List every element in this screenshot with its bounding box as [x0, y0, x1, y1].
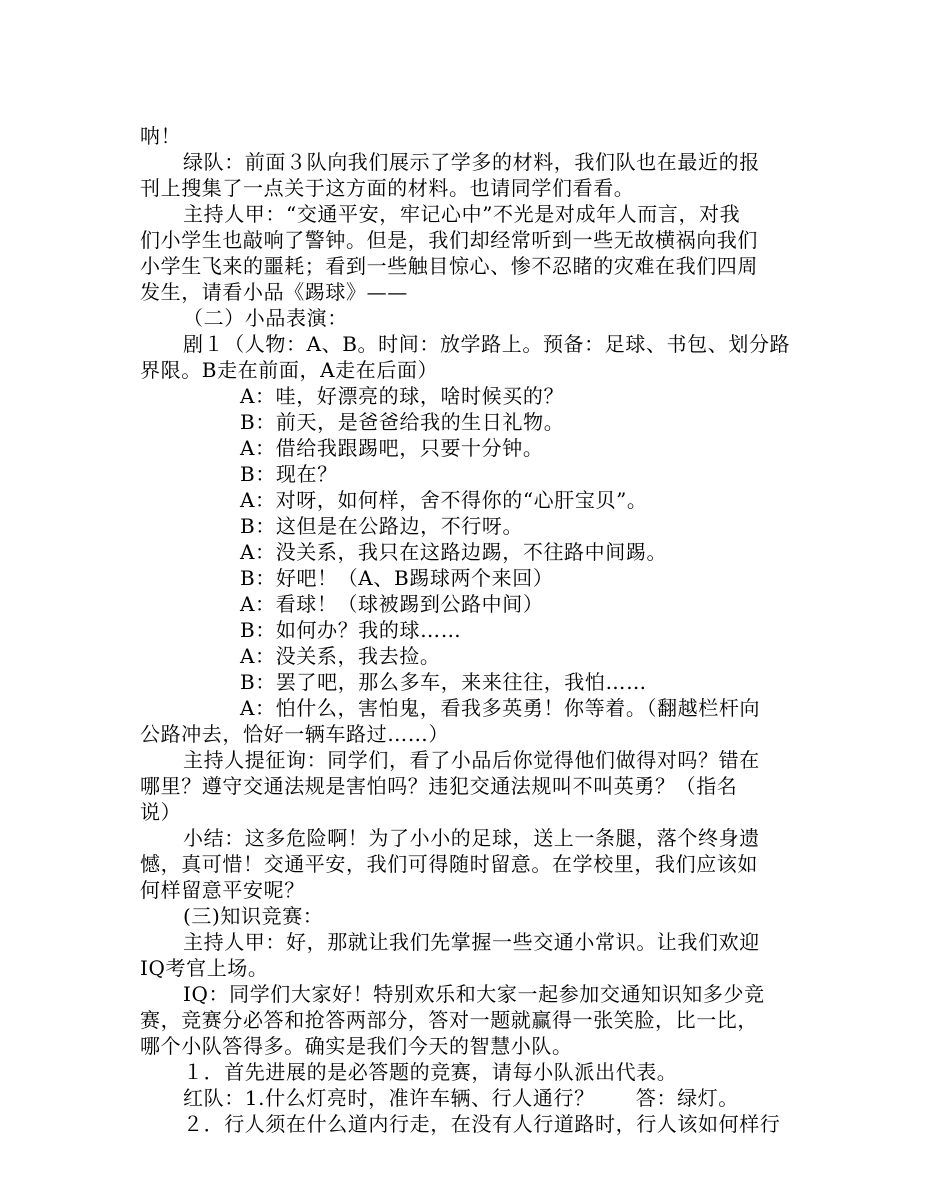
- text-line: 小学生飞来的噩耗；看到一些触目惊心、惨不忍睹的灾难在我们四周: [140, 254, 758, 278]
- text-line: 主持人提征询：同学们，看了小品后你觉得他们做得对吗？错在: [183, 748, 760, 772]
- text-line: 小结：这多危险啊！为了小小的足球，送上一条腿，落个终身遗: [183, 826, 760, 850]
- text-line: IQ：同学们大家好！特别欢乐和大家一起参加交通知识知多少竞: [183, 982, 765, 1006]
- text-line: 主持人甲：“交通平安，牢记心中”不光是对成年人而言，对我: [183, 202, 741, 226]
- text-line: 刊上搜集了一点关于这方面的材料。也请同学们看看。: [140, 176, 635, 200]
- text-line: 们小学生也敲响了警钟。但是，我们却经常听到一些无故横祸向我们: [140, 228, 758, 252]
- text-line: 赛，竞赛分必答和抢答两部分，答对一题就赢得一张笑脸，比一比，: [140, 1008, 758, 1032]
- section-heading: （二）小品表演：: [183, 306, 348, 330]
- dialogue-line: A：看球！（球被踢到公路中间）: [240, 592, 544, 616]
- dialogue-line: A：哇，好漂亮的球，啥时候买的？: [240, 384, 565, 408]
- dialogue-line: B：好吧！（A、B踢球两个来回）: [240, 566, 554, 590]
- dialogue-line: A：没关系，我去捡。: [240, 644, 441, 668]
- dialogue-line: B：如何办？我的球……: [240, 618, 462, 642]
- text-line: 界限。B走在前面，A走在后面）: [140, 358, 439, 382]
- text-line: 绿队：前面３队向我们展示了学多的材料，我们队也在最近的报: [183, 150, 760, 174]
- text-line: 哪里？遵守交通法规是害怕吗？违犯交通法规叫不叫英勇？（指名: [140, 774, 738, 798]
- dialogue-line: A：借给我跟踢吧，只要十分钟。: [240, 436, 544, 460]
- dialogue-line: A：怕什么，害怕鬼，看我多英勇！你等着。（翻越栏杆向: [240, 696, 761, 720]
- text-line: 主持人甲：好，那就让我们先掌握一些交通小常识。让我们欢迎: [183, 930, 760, 954]
- text-line: 发生，请看小品《踢球》——: [140, 280, 408, 304]
- section-heading: (三)知识竞赛：: [183, 904, 324, 928]
- text-line: 哪个小队答得多。确实是我们今天的智慧小队。: [140, 1034, 573, 1058]
- text-line: 何样留意平安呢？: [140, 878, 305, 902]
- dialogue-line: B：现在？: [240, 462, 338, 486]
- dialogue-line: B：这但是在公路边，不行呀。: [240, 514, 524, 538]
- text-line: ２．行人须在什么道内行走，在没有人行道路时，行人该如何样行: [183, 1112, 781, 1136]
- text-line: 说）: [140, 800, 182, 824]
- text-line: １．首先进展的是必答题的竞赛，请每小队派出代表。: [183, 1060, 678, 1084]
- text-line: 剧１（人物：A、B。时间：放学路上。预备：足球、书包、划分路: [183, 332, 791, 356]
- dialogue-line: A：没关系，我只在这路边踢，不往路中间踢。: [240, 540, 668, 564]
- text-line: 公路冲去，恰好一辆车路过……）: [140, 722, 449, 746]
- text-line: 呐！: [140, 124, 182, 148]
- dialogue-line: B：罢了吧，那么多车，来来往往，我怕……: [240, 670, 647, 694]
- dialogue-line: A：对呀，如何样，舍不得你的“心肝宝贝”。: [240, 488, 648, 512]
- text-line: IQ考官上场。: [140, 956, 269, 980]
- dialogue-line: B：前天，是爸爸给我的生日礼物。: [240, 410, 565, 434]
- text-line: 憾，真可惜！交通平安，我们可得随时留意。在学校里，我们应该如: [140, 852, 758, 876]
- text-line: 红队：1.什么灯亮时，准许车辆、行人通行？ 答：绿灯。: [183, 1086, 739, 1110]
